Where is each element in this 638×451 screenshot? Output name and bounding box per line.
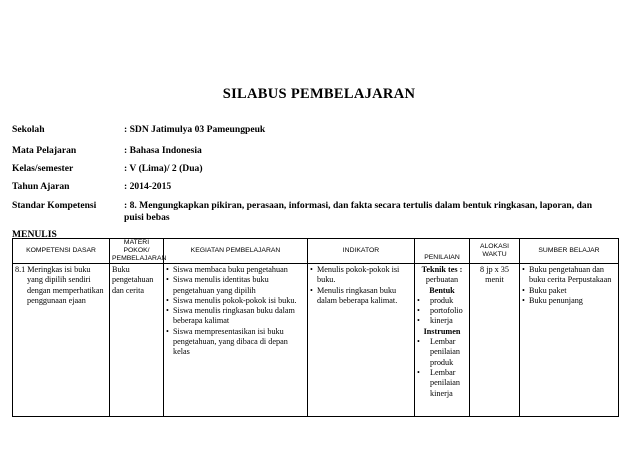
cell-sumber-belajar	[520, 264, 619, 417]
list-item: • kinerja	[417, 316, 467, 326]
bentuk-label: Bentuk	[429, 285, 455, 295]
standar-label: Standar Kompetensi	[12, 200, 97, 211]
header-penilaian: PENILAIAN	[415, 239, 470, 264]
header-materi-pokok: MATERI POKOK/ PEMBELAJARAN	[110, 239, 164, 264]
teknik-value: perbuatan	[425, 275, 459, 285]
list-item: • Buku penunjang	[522, 296, 616, 306]
list-item: • Lembar penilaian kinerja	[417, 368, 467, 399]
list-item: • Lembar penilaian produk	[417, 337, 467, 368]
table-header-row	[13, 239, 619, 264]
instrumen-label: Instrumen	[423, 326, 461, 336]
standar-value: : 8. Mengungkapkan pikiran, perasaan, informasi, dan fakta secara tertulis dalam bentuk ringkasan, laporan, dan puisi bebas	[124, 200, 593, 223]
info-label: Tahun Ajaran	[12, 181, 70, 192]
teknik-label: Teknik tes :	[421, 265, 463, 274]
header-alokasi-waktu: ALOKASI WAKTU	[470, 239, 520, 264]
info-value: : V (Lima)/ 2 (Dua)	[124, 163, 203, 174]
header-indikator: INDIKATOR	[308, 239, 415, 264]
list-item: • Siswa menulis ringkasan buku dalam beberapa kalimat	[166, 306, 305, 327]
section-heading: MENULIS	[12, 229, 57, 240]
header-sumber-belajar: SUMBER BELAJAR	[520, 239, 619, 264]
list-item: • Siswa mempresentasikan isi buku pengetahuan, yang dibaca di depan kelas	[166, 327, 305, 358]
info-label: Kelas/semester	[12, 163, 74, 174]
info-value: : Bahasa Indonesia	[124, 145, 202, 156]
list-item: • portofolio	[417, 306, 467, 316]
info-value: : SDN Jatimulya 03 Pameungpeuk	[124, 124, 266, 135]
cell-penilaian	[415, 264, 470, 417]
cell-materi-pokok: Buku pengetahuan dan cerita	[110, 264, 164, 417]
list-item: • Siswa menulis pokok-pokok isi buku.	[166, 296, 305, 306]
info-label: Mata Pelajaran	[12, 145, 77, 156]
list-item: • Siswa menulis identitas buku pengetahuan yang dipilih	[166, 275, 305, 296]
list-item: • Menulis pokok-pokok isi buku.	[310, 265, 412, 286]
cell-kompetensi-dasar: 8.1 Meringkas isi buku yang dipilih sendiri dengan memperhatikan penggunaan ejaan	[13, 264, 110, 417]
cell-kegiatan	[164, 264, 308, 417]
list-item: • Buku pengetahuan dan buku cerita Perpustakaan	[522, 265, 616, 286]
document-title: SILABUS PEMBELAJARAN	[222, 86, 416, 102]
header-kegiatan: KEGIATAN PEMBELAJARAN	[164, 239, 308, 264]
cell-alokasi-waktu: 8 jp x 35 menit	[470, 264, 520, 417]
list-item: • Buku paket	[522, 286, 616, 296]
header-kompetensi-dasar: KOMPETENSI DASAR	[13, 239, 110, 264]
list-item: • Menulis ringkasan buku dalam beberapa kalimat.	[310, 286, 412, 307]
list-item: • produk	[417, 296, 467, 306]
list-item: • Siswa membaca buku pengetahuan	[166, 265, 305, 275]
cell-indikator	[308, 264, 415, 417]
syllabus-table	[12, 238, 619, 417]
table-row	[13, 264, 619, 417]
info-value: : 2014-2015	[124, 181, 172, 192]
info-label: Sekolah	[12, 124, 45, 135]
